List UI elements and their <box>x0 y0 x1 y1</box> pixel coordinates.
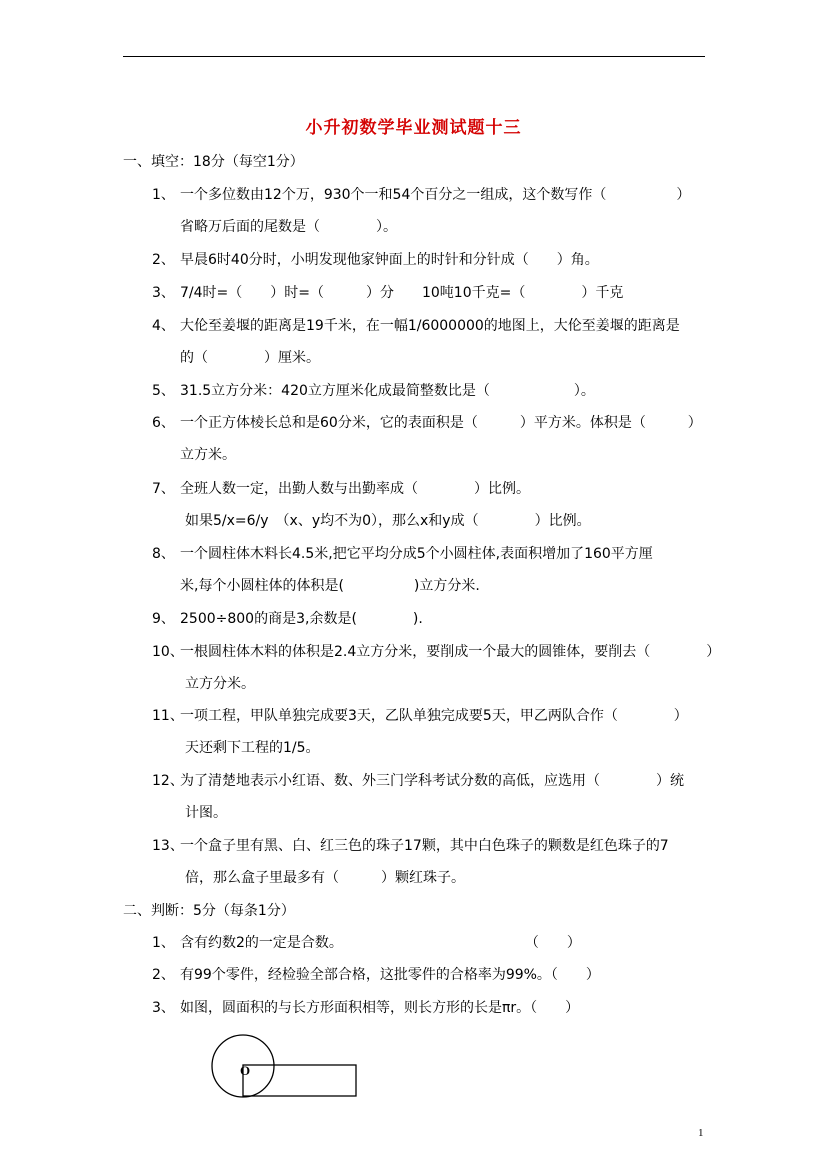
question-12-line-2: 计图。 <box>185 805 227 821</box>
question-9-line-1: 2500÷800的商是3,余数是( ). <box>180 611 423 627</box>
question-7-number: 7、 <box>152 481 175 497</box>
question-10-line-1: 一根圆柱体木料的体积是2.4立方分米，要削成一个最大的圆锥体，要削去（ ） <box>180 644 721 660</box>
section-2-heading: 二、判断：5分（每条1分） <box>123 903 295 919</box>
question-3-line-1: 7/4时=（ ）时=（ ）分 10吨10千克=（ ）千克 <box>180 285 624 301</box>
judge-3-number: 3、 <box>152 1000 175 1016</box>
judge-2-line-1: 有99个零件，经检验全部合格，这批零件的合格率为99%。（ ） <box>180 967 600 983</box>
question-11-line-2: 天还剩下工程的1/5。 <box>185 740 320 756</box>
question-8-number: 8、 <box>152 546 175 562</box>
question-5-line-1: 31.5立方分米：420立方厘米化成最简整数比是（ ）。 <box>180 383 595 399</box>
question-13-number: 13、 <box>152 838 184 854</box>
question-9-number: 9、 <box>152 611 175 627</box>
judge-3-line-1: 如图，圆面积的与长方形面积相等，则长方形的长是πr。（ ） <box>180 1000 580 1016</box>
circle-rectangle-figure <box>209 1032 361 1102</box>
question-10-number: 10、 <box>152 644 184 660</box>
question-6-line-2: 立方米。 <box>180 447 236 463</box>
question-12-number: 12、 <box>152 773 184 789</box>
question-7-line-2: 如果5/x=6/y （x、y均不为0），那么x和y成（ ）比例。 <box>185 513 591 529</box>
question-2-line-1: 早晨6时40分时，小明发现他家钟面上的时针和分针成（ ）角。 <box>180 252 599 268</box>
question-1-line-1: 一个多位数由12个万，930个一和54个百分之一组成，这个数写作（ ） <box>180 187 691 203</box>
question-4-line-1: 大伦至姜堰的距离是19千米，在一幅1/6000000的地图上，大伦至姜堰的距离是 <box>180 318 680 334</box>
question-13-line-1: 一个盒子里有黑、白、红三色的珠子17颗，其中白色珠子的颗数是红色珠子的7 <box>180 838 669 854</box>
question-11-number: 11、 <box>152 708 184 724</box>
question-6-number: 6、 <box>152 415 175 431</box>
question-4-line-2: 的（ ）厘米。 <box>180 350 320 366</box>
question-8-line-2: 米,每个小圆柱体的体积是( )立方分米. <box>180 578 480 594</box>
section-1-heading: 一、填空：18分（每空1分） <box>123 154 304 170</box>
question-7-line-1: 全班人数一定，出勤人数与出勤率成（ ）比例。 <box>180 481 530 497</box>
question-12-line-1: 为了清楚地表示小红语、数、外三门学科考试分数的高低，应选用（ ）统 <box>180 773 684 789</box>
question-2-number: 2、 <box>152 252 175 268</box>
question-1-line-2: 省略万后面的尾数是（ ）。 <box>180 219 397 235</box>
judge-2-number: 2、 <box>152 967 175 983</box>
question-10-line-2: 立方分米。 <box>185 676 255 692</box>
judge-1-number: 1、 <box>152 935 175 951</box>
figure-center-label: O <box>240 1063 251 1078</box>
question-3-number: 3、 <box>152 285 175 301</box>
question-5-number: 5、 <box>152 383 175 399</box>
question-4-number: 4、 <box>152 318 175 334</box>
question-13-line-2: 倍，那么盒子里最多有（ ）颗红珠子。 <box>185 870 465 886</box>
judge-1-line-1: 含有约数2的一定是合数。 （ ） <box>180 935 581 951</box>
page-title: 小升初数学毕业测试题十三 <box>305 118 522 138</box>
question-1-number: 1、 <box>152 187 175 203</box>
page-number: 1 <box>698 1127 704 1139</box>
question-11-line-1: 一项工程，甲队单独完成要3天，乙队单独完成要5天，甲乙两队合作（ ） <box>180 708 688 724</box>
question-8-line-1: 一个圆柱体木料长4.5米,把它平均分成5个小圆柱体,表面积增加了160平方厘 <box>180 546 653 562</box>
header-rule <box>123 56 705 57</box>
question-6-line-1: 一个正方体棱长总和是60分米，它的表面积是（ ）平方米。体积是（ ） <box>180 415 702 431</box>
